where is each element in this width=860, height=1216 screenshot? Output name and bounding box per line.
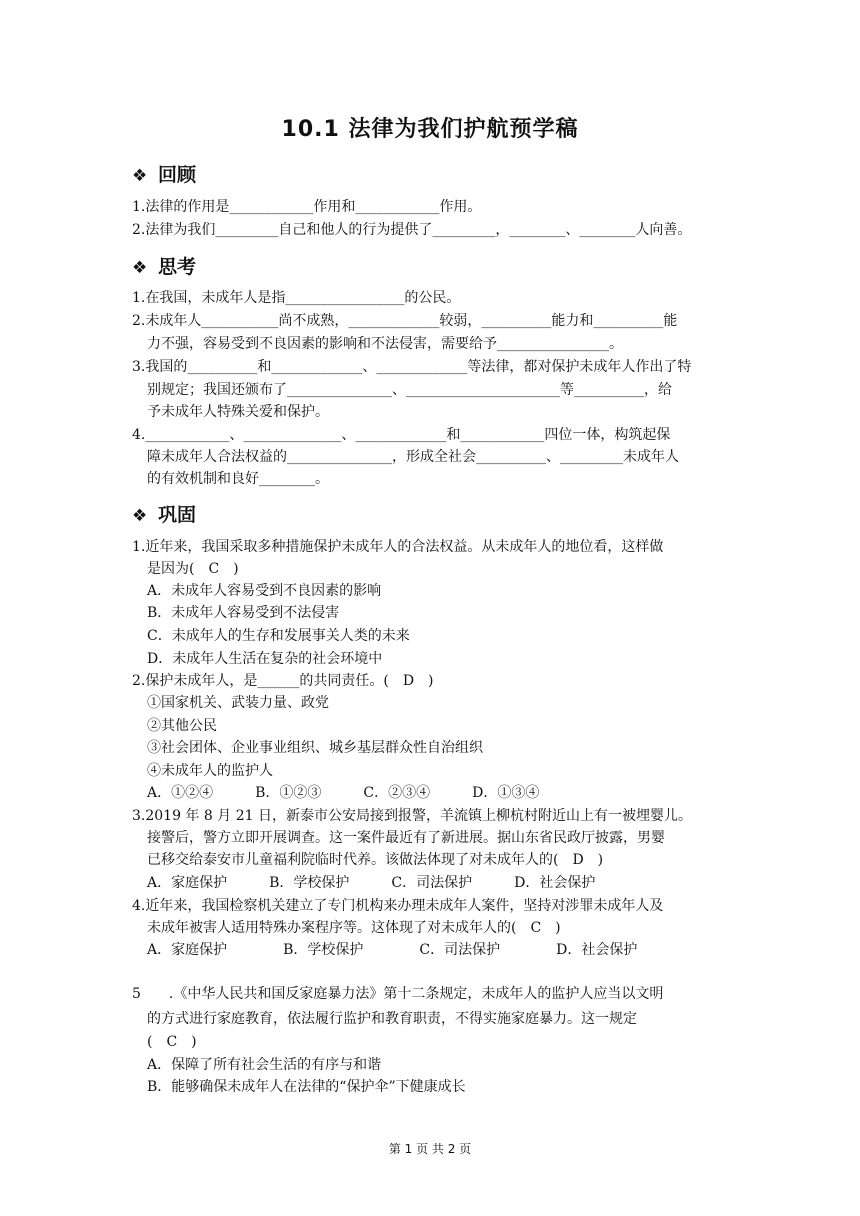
think-line: 障未成年人合法权益的_______________，形成全社会__________、_________未成年人	[147, 449, 679, 465]
diamond-bullet-icon: ❖	[132, 258, 148, 278]
think-line: 予未成年人特殊关爱和保护。	[147, 404, 329, 420]
option-line: ④未成年人的监护人	[147, 763, 273, 779]
section-heading-review	[132, 160, 196, 187]
question-line: 5 .《中华人民共和国反家庭暴力法》第十二条规定，未成年人的监护人应当以文明	[132, 986, 664, 1002]
section-heading-text: 回顾	[158, 164, 197, 186]
think-line: 别规定；我国还颁布了_______________、______________________等__________，给	[147, 382, 672, 398]
option-line: B．未成年人容易受到不法侵害	[147, 605, 340, 621]
think-line: 的有效机制和良好________。	[147, 471, 329, 487]
option-line: D．未成年人生活在复杂的社会环境中	[147, 651, 383, 667]
option-line: ②其他公民	[147, 718, 217, 734]
question-line: 已移交给泰安市儿童福利院临时代养。该做法体现了对未成年人的( D )	[147, 852, 604, 868]
review-line: 2.法律为我们_________自己和他人的行为提供了_________，________、________人向善。	[132, 222, 692, 238]
question-line: 2.保护未成年人，是______的共同责任。( D )	[132, 673, 434, 689]
think-line: 4.____________、______________、_____________和____________四位一体，构筑起保	[132, 427, 671, 443]
review-line: 1.法律的作用是____________作用和____________作用。	[132, 199, 482, 215]
question-line: 3.2019 年 8 月 21 日，新泰市公安局接到报警，羊流镇上柳杭村附近山上有一被埋婴儿。	[132, 808, 692, 824]
option-line: B．能够确保未成年人在法律的“保护伞”下健康成长	[147, 1079, 466, 1095]
option-line: C．未成年人的生存和发展事关人类的未来	[147, 628, 410, 644]
think-line: 2.未成年人___________尚不成熟，_____________较弱，__________能力和__________能	[132, 313, 678, 329]
option-line: A．①②④ B．①②③ C．②③④ D．①③④	[147, 785, 540, 801]
section-heading-text: 巩固	[158, 504, 197, 526]
section-heading-consolidate	[132, 500, 196, 527]
option-line: ③社会团体、企业事业组织、城乡基层群众性自治组织	[147, 740, 483, 756]
option-line: A．保障了所有社会生活的有序与和谐	[147, 1057, 382, 1073]
question-line: 1.近年来，我国采取多种措施保护未成年人的合法权益。从未成年人的地位看，这样做	[132, 539, 664, 555]
question-line: 的方式进行家庭教育，依法履行监护和教育职责，不得实施家庭暴力。这一规定	[147, 1011, 637, 1027]
option-line: ①国家机关、武装力量、政党	[147, 695, 329, 711]
think-line: 1.在我国，未成年人是指_________________的公民。	[132, 290, 461, 306]
option-line: A．未成年人容易受到不良因素的影响	[147, 583, 382, 599]
page-footer: 第 1 页 共 2 页	[388, 1142, 472, 1156]
section-heading-text: 思考	[158, 256, 197, 278]
think-line: 力不强，容易受到不良因素的影响和不法侵害，需要给予________________。	[147, 336, 623, 352]
section-heading-think	[132, 252, 196, 279]
think-line: 3.我国的__________和_____________、_____________等法律，都对保护未成年人作出了特	[132, 359, 692, 375]
option-line: A．家庭保护 B．学校保护 C．司法保护 D．社会保护	[147, 942, 638, 958]
option-line: A．家庭保护 B．学校保护 C．司法保护 D．社会保护	[147, 875, 596, 891]
question-line: 未成年被害人适用特殊办案程序等。这体现了对未成年人的( C )	[147, 920, 561, 936]
diamond-bullet-icon: ❖	[132, 506, 148, 526]
question-line: 4.近年来，我国检察机关建立了专门机构来办理未成年人案件，坚持对涉罪未成年人及	[132, 898, 664, 914]
diamond-bullet-icon: ❖	[132, 166, 148, 186]
question-line: ( C )	[147, 1034, 197, 1050]
page-title: 10.1 法律为我们护航预学稿	[281, 117, 579, 142]
question-line: 是因为( C )	[147, 561, 239, 577]
question-line: 接警后，警方立即开展调查。这一案件最近有了新进展。据山东省民政厅披露，男婴	[147, 830, 665, 846]
